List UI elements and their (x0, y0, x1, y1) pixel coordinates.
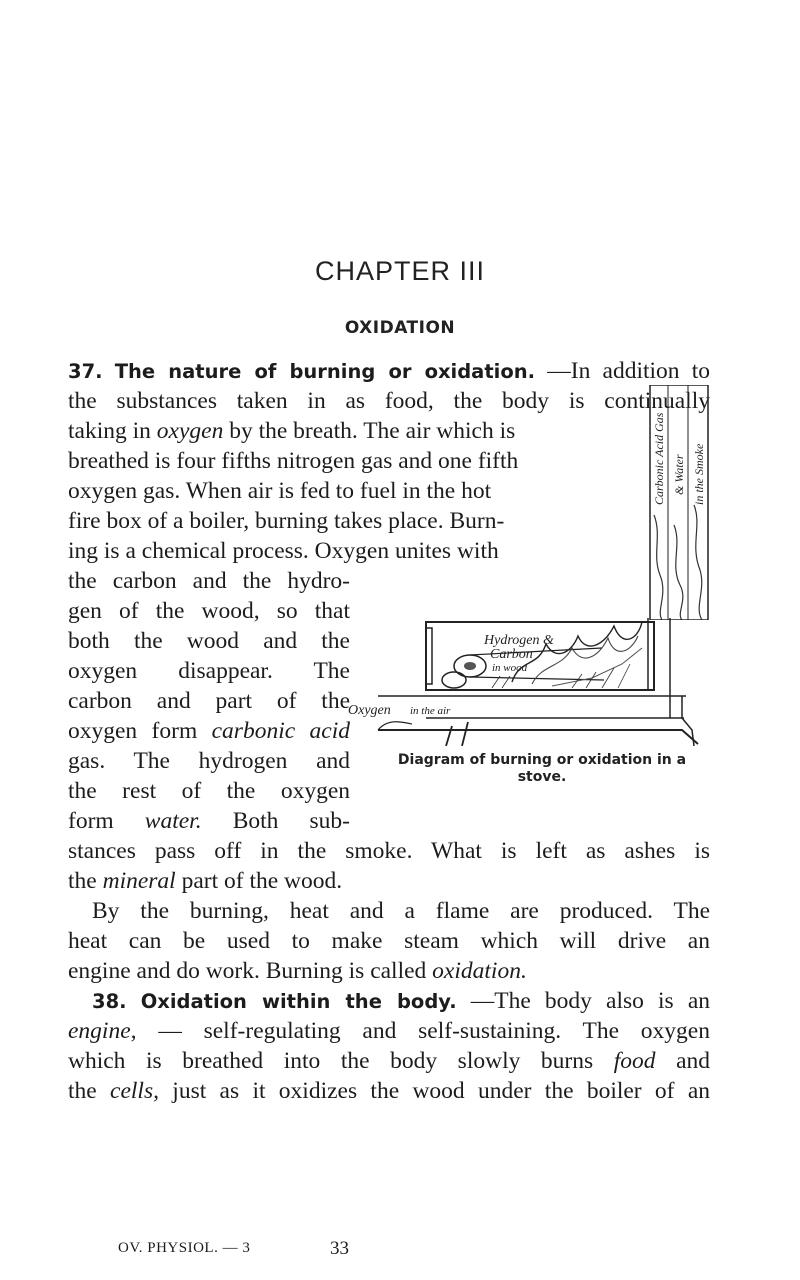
chapter-title: CHAPTER III (314, 256, 486, 286)
paragraph-37-line-20: heat can be used to make steam which will drive an (68, 928, 710, 954)
text-span: just as it oxidizes the wood under the boiler of an (172, 1078, 711, 1104)
paragraph-37-line-16 (68, 806, 350, 836)
paragraph-38-line-4 (68, 1076, 710, 1106)
paragraph-38-line-3 (68, 1046, 710, 1076)
chimney-smoke-illustration (648, 385, 710, 620)
smoke-label-1: Carbonic Acid Gas (652, 412, 666, 505)
paragraph-38-heading: Oxidation within the body. (140, 990, 457, 1013)
paragraph-37-line-21 (68, 956, 527, 986)
smoke-label-2: & Water (672, 454, 686, 495)
paragraph-37-heading: The nature of burning or oxidation. (114, 360, 536, 383)
italic-term: carbonic acid (211, 718, 350, 744)
page-number: 33 (330, 1238, 349, 1259)
paragraph-37-line-17: stances pass off in the smoke. What is left as ashes is (68, 838, 710, 864)
text-span: which is breathed into the body slowly burns (68, 1048, 594, 1074)
paragraph-37-line-6: fire box of a boiler, burning takes place. Burn- (68, 508, 505, 534)
paragraph-37-line-18 (68, 866, 342, 896)
italic-term: engine, (68, 1018, 137, 1044)
italic-term: food (613, 1048, 656, 1074)
section-title: OXIDATION (344, 318, 456, 338)
text-span: Both sub- (232, 808, 350, 834)
text-span: part of the wood. (181, 868, 343, 894)
italic-term: cells, (110, 1078, 159, 1104)
paragraph-38-text: The body also is an (494, 988, 711, 1014)
signature-mark: OV. PHYSIOL. — 3 (118, 1240, 251, 1256)
text-span: by the breath. The air which is (229, 418, 516, 444)
paragraph-37-line-4: breathed is four fifths nitrogen gas and one fifth (68, 448, 519, 474)
label-oxygen: Oxygen (348, 703, 391, 718)
label-hydrogen: Hydrogen & (484, 633, 554, 648)
figure-caption: Diagram of burning or oxidation in a stove. (397, 752, 687, 785)
text-span: taking in (68, 418, 151, 444)
text-span: form (68, 808, 114, 834)
em-dash: — (470, 988, 495, 1014)
label-in-the-air: in the air (410, 705, 451, 717)
italic-term: oxidation. (432, 958, 527, 984)
italic-term: mineral (102, 868, 176, 894)
paragraph-37-line-3 (68, 416, 628, 446)
paragraph-37-line-9: gen of the wood, so that (68, 598, 350, 624)
paragraph-37-line-11: oxygen disappear. The (68, 658, 350, 684)
paragraph-37-line-13 (68, 716, 350, 746)
paragraph-37-line-7: ing is a chemical process. Oxygen unites with (68, 538, 499, 564)
italic-term: water. (144, 808, 202, 834)
text-span: the (68, 1078, 97, 1104)
paragraph-37-line-1 (68, 356, 710, 386)
smoke-label-3: in the Smoke (692, 443, 706, 505)
paragraph-37-line-8: the carbon and the hydro- (68, 568, 350, 594)
text-span: engine and do work. Burning is called (68, 958, 427, 984)
label-carbon: Carbon (490, 647, 533, 662)
text-span: and (676, 1048, 711, 1074)
paragraph-38-number: 38. (92, 990, 127, 1013)
paragraph-37-number: 37. (68, 360, 103, 383)
paragraph-37-line-2: the substances taken in as food, the body is continually (68, 388, 710, 414)
paragraph-38-line-2 (68, 1016, 710, 1046)
paragraph-38-line-1 (92, 986, 710, 1016)
paragraph-37-line-14: gas. The hydrogen and (68, 748, 350, 774)
text-span: oxygen form (68, 718, 198, 744)
label-wood: in wood (492, 662, 528, 674)
paragraph-37-line-15: the rest of the oxygen (68, 778, 350, 804)
paragraph-37-line-19: By the burning, heat and a flame are produced. The (92, 898, 710, 924)
text-span: — self-regulating and self-sustaining. The oxygen (158, 1018, 710, 1044)
paragraph-37-line-10: both the wood and the (68, 628, 350, 654)
stove-diagram (342, 618, 714, 746)
italic-term: oxygen (156, 418, 224, 444)
paragraph-37-line-12: carbon and part of the (68, 688, 350, 714)
text-span: the (68, 868, 97, 894)
paragraph-37-line-5: oxygen gas. When air is fed to fuel in the hot (68, 478, 492, 504)
paragraph-37-text: In addition to (570, 358, 711, 384)
em-dash: — (547, 358, 571, 384)
